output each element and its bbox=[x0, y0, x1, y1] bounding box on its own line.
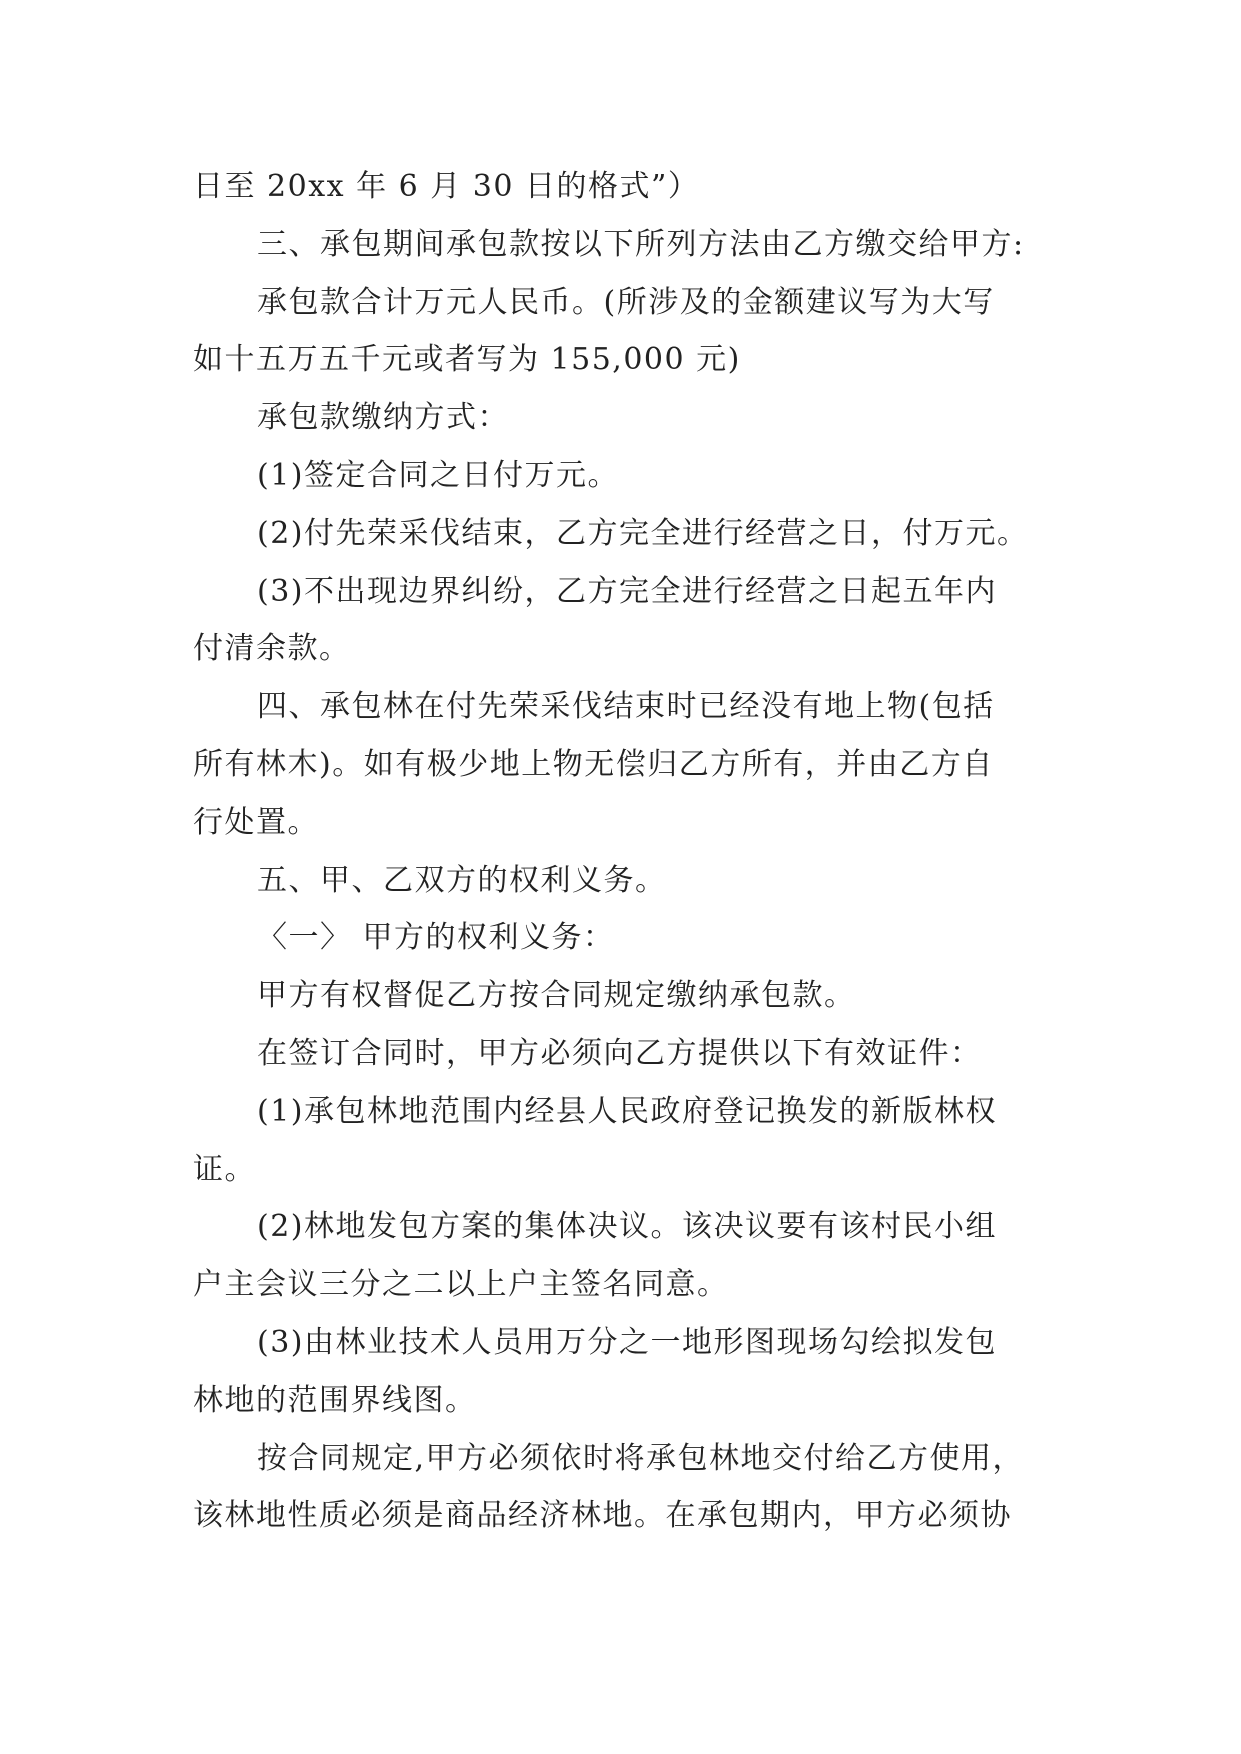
text-line-1: 日至 20xx 年 6 月 30 日的格式”） bbox=[193, 169, 700, 204]
text-line-17: (1)承包林地范围内经县人民政府登记换发的新版林权 bbox=[257, 1093, 997, 1129]
text-line-24: 该林地性质必须是商品经济林地。在承包期内，甲方必须协 bbox=[193, 1498, 1012, 1534]
text-line-10: 四、承包林在付先荣采伐结束时已经没有地上物(包括 bbox=[257, 689, 995, 725]
text-line-3: 承包款合计万元人民币。(所涉及的金额建议写为大写 bbox=[257, 284, 995, 320]
text-line-9: 付清余款。 bbox=[193, 631, 351, 667]
text-line-20: 户主会议三分之二以上户主签名同意。 bbox=[193, 1267, 729, 1303]
text-line-6: (1)签定合同之日付万元。 bbox=[257, 457, 619, 493]
text-line-5: 承包款缴纳方式： bbox=[257, 400, 509, 436]
text-line-21: (3)由林业技术人员用万分之一地形图现场勾绘拟发包 bbox=[257, 1324, 997, 1360]
text-line-15: 甲方有权督促乙方按合同规定缴纳承包款。 bbox=[257, 978, 856, 1014]
text-line-22: 林地的范围界线图。 bbox=[193, 1382, 477, 1418]
text-line-23: 按合同规定,甲方必须依时将承包林地交付给乙方使用， bbox=[257, 1440, 1025, 1476]
text-line-11: 所有林木)。如有极少地上物无偿归乙方所有，并由乙方自 bbox=[193, 746, 994, 782]
text-line-4: 如十五万五千元或者写为 155,000 元) bbox=[193, 342, 741, 378]
text-line-13: 五、甲、乙双方的权利义务。 bbox=[257, 862, 667, 898]
text-line-14: 〈一〉 甲方的权利义务： bbox=[257, 920, 615, 956]
text-line-7: (2)付先荣采伐结束，乙方完全进行经营之日，付万元。 bbox=[257, 515, 1029, 551]
text-line-18: 证。 bbox=[193, 1151, 256, 1187]
text-line-16: 在签订合同时，甲方必须向乙方提供以下有效证件： bbox=[257, 1035, 982, 1071]
text-line-2: 三、承包期间承包款按以下所列方法由乙方缴交给甲方: bbox=[257, 226, 1025, 262]
text-line-12: 行处置。 bbox=[193, 804, 319, 840]
text-line-19: (2)林地发包方案的集体决议。该决议要有该村民小组 bbox=[257, 1209, 997, 1245]
contract-body-text bbox=[193, 158, 1053, 1545]
text-line-8: (3)不出现边界纠纷，乙方完全进行经营之日起五年内 bbox=[257, 573, 997, 609]
